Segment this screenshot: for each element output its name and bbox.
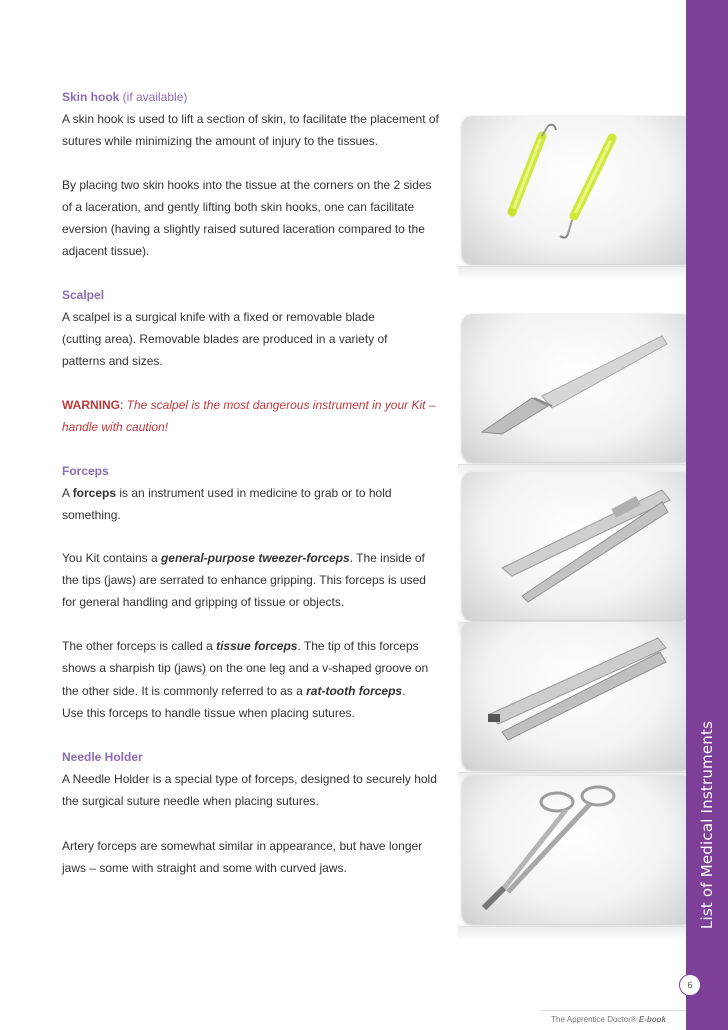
skin-hook-text-line: sutures while minimizing the amount of injury to the tissues. <box>62 134 379 148</box>
scalpel-photo <box>462 314 692 462</box>
needle-holder-text-line: jaws – some with straight and some with curved jaws. <box>62 861 347 875</box>
skin-hook-heading: Skin hook (if available) <box>62 90 188 104</box>
needle-holder-photo <box>462 776 692 924</box>
needle-holder-text-line: Artery forceps are somewhat similar in appearance, but have longer <box>62 839 423 853</box>
scalpel-text-line: patterns and sizes. <box>62 354 163 368</box>
scalpel-heading: Scalpel <box>62 288 105 302</box>
forceps-text-line: the other side. It is commonly referred to as a rat-tooth forceps. <box>62 684 406 698</box>
forceps-text-line: shows a sharpish tip (jaws) on the one leg and a v-shaped groove on <box>62 661 429 675</box>
scalpel-warning: WARNING: The scalpel is the most dangerous instrument in your Kit – <box>62 398 436 412</box>
footer-brand: The Apprentice Doctor® E-book <box>551 1015 666 1024</box>
forceps-text-line: the tips (jaws) are serrated to enhance gripping. This forceps is used <box>62 573 426 587</box>
scalpel-warning-line2: handle with caution! <box>62 420 169 434</box>
forceps-text-line: You Kit contains a general-purpose tweezer-forceps. The inside of <box>62 551 425 565</box>
photo-reflection <box>458 266 692 281</box>
needle-holder-heading: Needle Holder <box>62 750 143 764</box>
forceps-text-line: A forceps is an instrument used in medicine to grab or to hold <box>62 486 392 500</box>
tissue-forceps-photo <box>462 622 692 770</box>
skin-hook-text-line: eversion (having a slightly raised sutured laceration compared to the <box>62 222 425 236</box>
forceps-text-line: Use this forceps to handle tissue when placing sutures. <box>62 706 355 720</box>
forceps-text-line: something. <box>62 508 121 522</box>
skin-hook-text-line: of a laceration, and gently lifting both skin hooks, one can facilitate <box>62 200 415 214</box>
tweezer-forceps-photo <box>462 472 692 620</box>
skin-hook-text-line: adjacent tissue). <box>62 244 150 258</box>
needle-holder-text-line: the surgical suture needle when placing sutures. <box>62 794 319 808</box>
scalpel-text-line: (cutting area). Removable blades are produced in a variety of <box>62 332 388 346</box>
forceps-text-line: for general handling and gripping of tissue or objects. <box>62 595 345 609</box>
forceps-text-line: The other forceps is called a tissue forceps. The tip of this forceps <box>62 639 419 653</box>
sidebar-label: List of Medical Instruments <box>698 720 716 930</box>
photo-reflection <box>458 926 692 941</box>
needle-holder-text-line: A Needle Holder is a special type of forceps, designed to securely hold <box>62 772 437 786</box>
forceps-heading: Forceps <box>62 464 109 478</box>
page-number: 6 <box>679 974 701 996</box>
footer-rule <box>540 1010 686 1011</box>
scalpel-text-line: A scalpel is a surgical knife with a fixed or removable blade <box>62 310 375 324</box>
skin-hook-text-line: A skin hook is used to lift a section of skin, to facilitate the placement of <box>62 112 439 126</box>
skin-hook-text-line: By placing two skin hooks into the tissue at the corners on the 2 sides <box>62 178 432 192</box>
skin-hook-photo <box>462 116 692 264</box>
